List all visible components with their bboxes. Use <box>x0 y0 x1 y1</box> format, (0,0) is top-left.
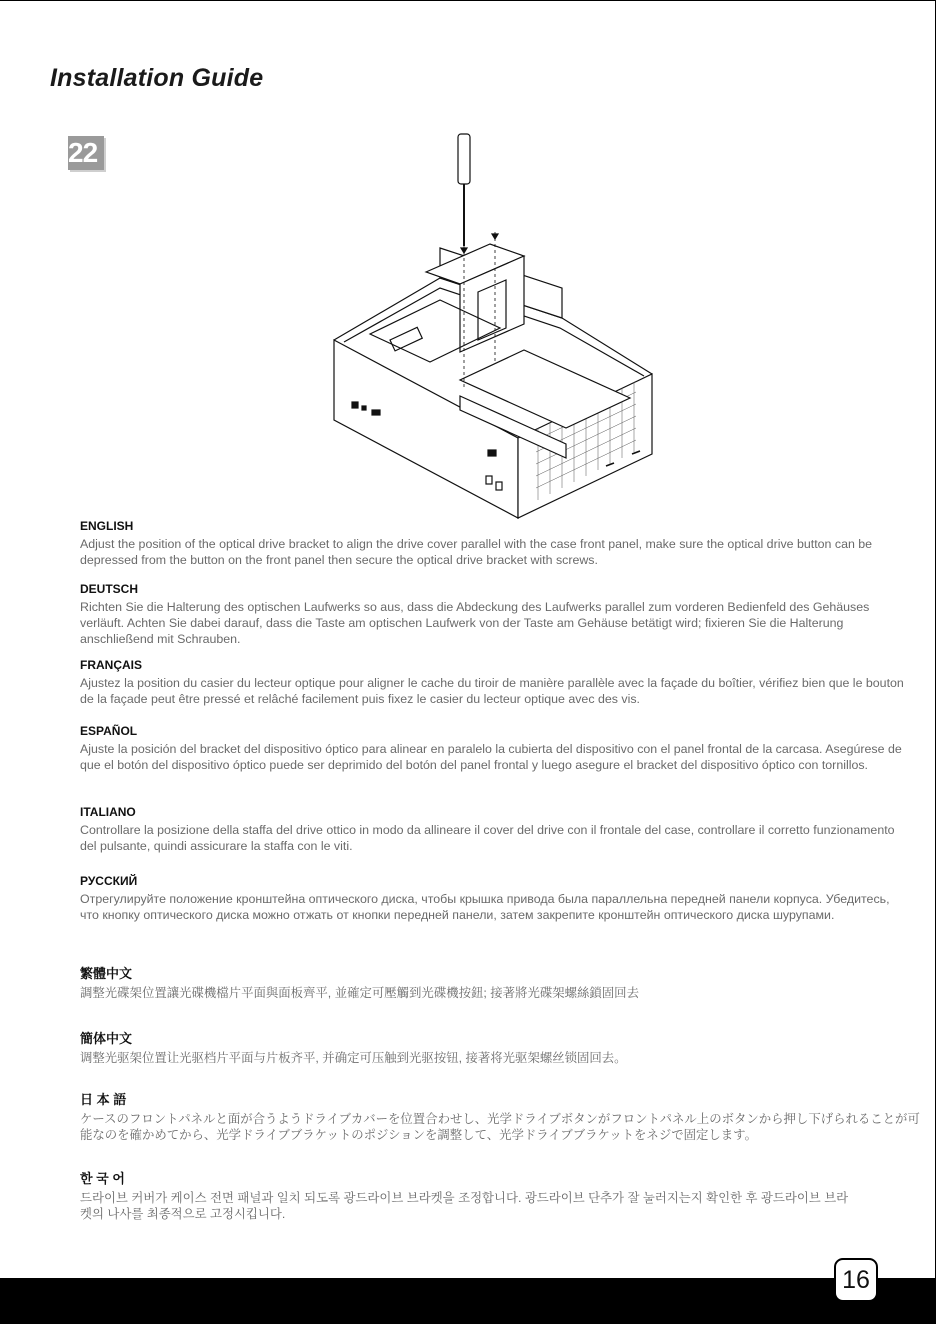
language-heading: ITALIANO <box>80 805 136 819</box>
language-text: 드라이브 커버가 케이스 전면 패널과 일치 되도록 광드라이브 브라켓을 조정합니다. 광드라이브 단추가 잘 눌러지는지 확인한 후 광드라이브 브라켓의 나사를 최종적으로 고정시킵니다. <box>80 1191 849 1221</box>
language-text: ケースのフロントパネルと面が合うようドライブカバーを位置合わせし、光学ドライブボタンがフロントパネル上のボタンから押し下げられることが可能なのを確かめてから、光学ドライブブラケットのポジションを調整して、光学ドライブブラケットをネジで固定します。 <box>80 1112 920 1142</box>
language-heading: ESPAÑOL <box>80 724 138 738</box>
footer-bar <box>0 1278 936 1324</box>
language-text: Controllare la posizione della staffa del drive ottico in modo da allineare il cover del drive con il frontale del case, controllare il corretto funzionamento del pulsante, quindi assicurare la staffa con le viti. <box>80 823 895 853</box>
section-espanol <box>80 724 910 773</box>
language-heading: 簡体中文 <box>80 1031 133 1046</box>
language-text: Ajuste la posición del bracket del dispositivo óptico para alinear en paralelo la cubierta del dispositivo con el panel frontal de la carcasa. Asegúrese de que el botón del dispositivo óptico puede ser deprimido del botón del panel frontal y luego asegure el bracket del dispositivo óptico con tornillos. <box>80 742 902 772</box>
language-heading: FRANÇAIS <box>80 658 142 672</box>
section-deutsch <box>80 582 910 647</box>
section-francais <box>80 658 910 707</box>
section-simplified-chinese <box>80 1028 910 1066</box>
section-japanese <box>80 1089 925 1143</box>
language-text: Ajustez la position du casier du lecteur optique pour aligner le cache du tiroir de manière parallèle avec la façade du boîtier, vérifiez bien que le bouton de la façade peut être pressé et relâché facilement puis fixez le casier du lecteur optique avec des vis. <box>80 676 904 706</box>
section-italiano <box>80 805 910 854</box>
section-english <box>80 519 910 568</box>
language-heading: РУССКИЙ <box>80 874 138 888</box>
language-text: 調整光碟架位置讓光碟機檔片平面與面板齊平, 並確定可壓觸到光碟機按鈕; 接著將光碟架螺絲鎖固回去 <box>80 986 639 1000</box>
page-title: Installation Guide <box>50 64 264 92</box>
language-heading: 日 本 語 <box>80 1092 127 1107</box>
language-heading: 한 국 어 <box>80 1171 125 1186</box>
section-korean <box>80 1168 860 1222</box>
language-heading: 繁體中文 <box>80 966 133 981</box>
language-text: Adjust the position of the optical drive bracket to align the drive cover parallel with the case front panel, make sure the optical drive button can be depressed from the button on the front panel then secure the optical drive bracket with screws. <box>80 537 873 567</box>
language-text: Richten Sie die Halterung des optischen Laufwerks so aus, dass die Abdeckung des Laufwerks parallel zum vorderen Bedienfeld des Gehäuses verläuft. Achten Sie dabei darauf, dass die Taste am optischen Laufwerk von der Taste am Gehäuse betätigt wird; fixieren Sie die Halterung anschließend mit Schrauben. <box>80 600 870 646</box>
page-number: 16 <box>834 1258 878 1302</box>
pc-case-illustration-icon <box>330 128 660 520</box>
language-text: 调整光驱架位置让光驱档片平面与片板齐平, 并确定可压触到光驱按钮, 接著将光驱架螺丝锁固回去。 <box>80 1051 627 1065</box>
language-heading: DEUTSCH <box>80 582 139 596</box>
section-russian <box>80 874 910 923</box>
page-border-top <box>0 0 936 1</box>
section-traditional-chinese <box>80 963 910 1001</box>
language-text: Отрегулируйте положение кронштейна оптического диска, чтобы крышка привода была параллельна передней панели корпуса. Убедитесь, что кнопку оптического диска можно отжать от кнопки передней панели, затем закрепите кронштейн оптического диска шурупами. <box>80 892 890 922</box>
step-number-badge: 22 <box>68 136 104 170</box>
language-heading: ENGLISH <box>80 519 134 533</box>
